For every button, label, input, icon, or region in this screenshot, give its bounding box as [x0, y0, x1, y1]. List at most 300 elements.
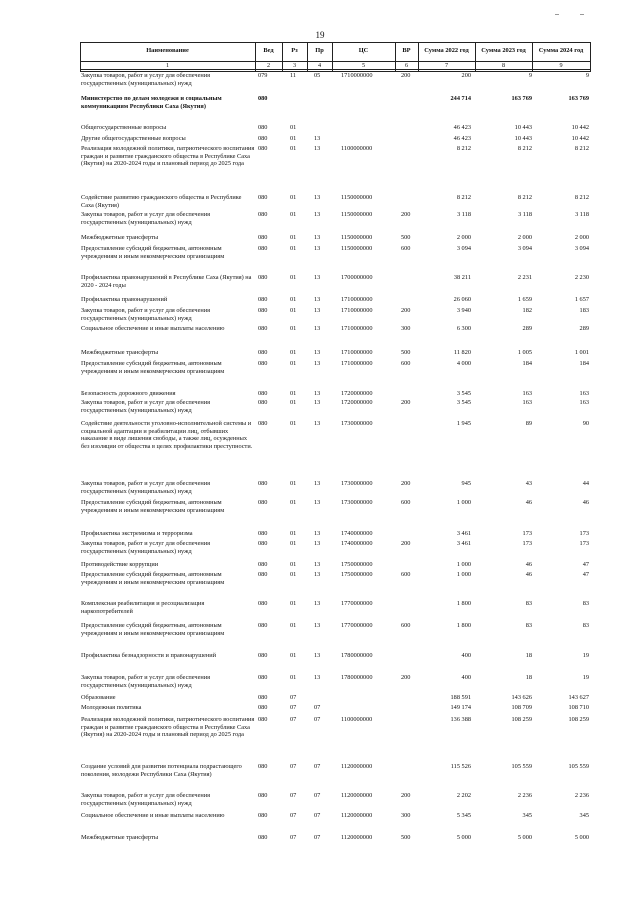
cell-cs: 1710000000: [341, 325, 373, 332]
cell-s22: 1 000: [456, 499, 471, 506]
cell-cs: 1150000000: [341, 211, 373, 218]
cell-pr: 13: [314, 360, 321, 367]
cell-s23: 3 118: [518, 211, 532, 218]
cell-rz: 01: [290, 530, 297, 537]
cell-vr: 200: [401, 540, 411, 547]
cell-rz: 07: [290, 694, 297, 701]
cell-rz: 01: [290, 234, 297, 241]
cell-name: Межбюджетные трансферты: [81, 234, 159, 241]
cell-pr: 07: [314, 763, 321, 770]
cell-name: Содействие развитию гражданского общества в Республике Саха (Якутия): [81, 194, 242, 209]
cell-s23: 163: [522, 399, 532, 406]
column-number: 3: [292, 62, 297, 69]
cell-s22: 8 212: [456, 145, 471, 152]
cell-s24: 47: [582, 561, 589, 568]
cell-ved: 080: [258, 95, 268, 102]
cell-s23: 83: [525, 600, 532, 607]
cell-s22: 38 211: [453, 274, 471, 281]
cell-ved: 080: [258, 530, 268, 537]
cell-s24: 173: [579, 530, 589, 537]
cell-ved: 080: [258, 704, 268, 711]
cell-s23: 182: [522, 307, 532, 314]
cell-pr: 13: [314, 499, 321, 506]
cell-cs: 1750000000: [341, 571, 373, 578]
cell-vr: 200: [401, 399, 411, 406]
cell-vr: 500: [401, 234, 411, 241]
cell-s23: 46: [525, 571, 532, 578]
cell-cs: 1730000000: [341, 499, 373, 506]
cell-s22: 8 212: [456, 194, 471, 201]
cell-pr: 13: [314, 274, 321, 281]
cell-s23: 3 094: [517, 245, 532, 252]
cell-s24: 44: [582, 480, 589, 487]
cell-s23: 18: [525, 674, 532, 681]
cell-cs: 1740000000: [341, 530, 373, 537]
cell-name: Противодействие коррупции: [81, 561, 159, 568]
cell-rz: 01: [290, 274, 297, 281]
cell-s23: 46: [525, 499, 532, 506]
cell-s23: 105 559: [511, 763, 532, 770]
cell-s24: 8 212: [574, 194, 589, 201]
cell-cs: 1780000000: [341, 674, 373, 681]
cell-s22: 200: [461, 72, 471, 79]
cell-name: Безопасность дорожного движения: [81, 390, 176, 397]
cell-s24: 3 118: [575, 211, 589, 218]
column-number: 2: [266, 62, 271, 69]
cell-s24: 183: [579, 307, 589, 314]
cell-pr: 13: [314, 600, 321, 607]
cell-s22: 3 940: [456, 307, 471, 314]
cell-s24: 163 769: [568, 95, 589, 102]
cell-s22: 3 461: [456, 540, 471, 547]
cell-ved: 080: [258, 360, 268, 367]
header-name: Наименование: [146, 47, 189, 54]
cell-rz: 07: [290, 716, 297, 723]
cell-rz: 01: [290, 360, 297, 367]
column-number: 8: [501, 62, 506, 69]
cell-s22: 149 174: [450, 704, 471, 711]
cell-rz: 11: [290, 72, 297, 79]
cell-ved: 080: [258, 325, 268, 332]
cell-rz: 01: [290, 499, 297, 506]
header-sum-2023: Сумма 2023 год: [481, 47, 526, 54]
column-number: 5: [361, 62, 366, 69]
cell-pr: 13: [314, 296, 321, 303]
cell-ved: 080: [258, 349, 268, 356]
cell-vr: 200: [401, 480, 411, 487]
cell-s24: 10 442: [571, 135, 589, 142]
cell-rz: 01: [290, 571, 297, 578]
cell-rz: 01: [290, 325, 297, 332]
header-ved: Вед: [263, 47, 274, 54]
cell-rz: 07: [290, 704, 297, 711]
cell-ved: 080: [258, 145, 268, 152]
cell-s24: 83: [582, 622, 589, 629]
cell-name: Предоставление субсидий бюджетным, автономным учреждениям и иным некоммерческим организациям: [81, 571, 225, 586]
cell-vr: 500: [401, 349, 411, 356]
cell-cs: 1720000000: [341, 399, 373, 406]
cell-name: Профилактика правонарушений: [81, 296, 168, 303]
cell-s22: 400: [461, 674, 471, 681]
cell-pr: 13: [314, 325, 321, 332]
cell-pr: 07: [314, 792, 321, 799]
cell-name: Профилактика безнадзорности и правонарушений: [81, 652, 216, 659]
cell-name: Социальное обеспечение и иные выплаты населению: [81, 812, 225, 819]
cell-vr: 200: [401, 72, 411, 79]
column-number: 6: [404, 62, 409, 69]
cell-rz: 01: [290, 245, 297, 252]
cell-name: Реализация молодежной политики, патриотического воспитания граждан и развитие гражданского общества в Республике Саха (Якутия) на 2020-2024 годы и плановый период до 2025 года: [81, 145, 255, 168]
table-top-border: [80, 42, 590, 43]
cell-rz: 01: [290, 540, 297, 547]
cell-name: Профилактика правонарушений в Республике Саха (Якутия) на 2020 - 2024 годы: [81, 274, 252, 289]
cell-s23: 345: [522, 812, 532, 819]
cell-name: Молодежная политика: [81, 704, 142, 711]
cell-rz: 01: [290, 145, 297, 152]
cell-s24: 2 230: [574, 274, 589, 281]
cell-s22: 2 202: [456, 792, 471, 799]
cell-s22: 136 388: [450, 716, 471, 723]
cell-cs: 1780000000: [341, 652, 373, 659]
cell-pr: 13: [314, 234, 321, 241]
cell-s23: 18: [525, 652, 532, 659]
cell-cs: 1150000000: [341, 245, 373, 252]
cell-name: Закупка товаров, работ и услуг для обеспечения государственных (муниципальных) нужд: [81, 540, 211, 555]
cell-s24: 5 000: [574, 834, 589, 841]
cell-vr: 200: [401, 307, 411, 314]
cell-s24: 47: [582, 571, 589, 578]
cell-s24: 46: [582, 499, 589, 506]
cell-ved: 080: [258, 834, 268, 841]
cell-pr: 13: [314, 540, 321, 547]
cell-s23: 46: [525, 561, 532, 568]
cell-rz: 01: [290, 480, 297, 487]
cell-s23: 2 231: [517, 274, 532, 281]
cell-pr: 13: [314, 145, 321, 152]
cell-pr: 13: [314, 652, 321, 659]
cell-vr: 600: [401, 622, 411, 629]
cell-s23: 43: [525, 480, 532, 487]
cell-pr: 13: [314, 211, 321, 218]
header-rz: Рз: [291, 47, 298, 54]
cell-s24: 19: [582, 674, 589, 681]
cell-name: Межбюджетные трансферты: [81, 349, 159, 356]
cell-s22: 4 000: [456, 360, 471, 367]
cell-vr: 200: [401, 211, 411, 218]
cell-cs: 1100000000: [341, 716, 373, 723]
cell-s24: 9: [585, 72, 589, 79]
cell-ved: 080: [258, 211, 268, 218]
cell-s24: 105 559: [568, 763, 589, 770]
cell-ved: 080: [258, 571, 268, 578]
cell-s22: 1 945: [456, 420, 471, 427]
cell-s22: 3 461: [456, 530, 471, 537]
header-cs: ЦС: [358, 47, 369, 54]
cell-name: Социальное обеспечение и иные выплаты населению: [81, 325, 225, 332]
cell-ved: 080: [258, 652, 268, 659]
cell-s24: 1 657: [574, 296, 589, 303]
cell-s23: 173: [522, 530, 532, 537]
cell-pr: 13: [314, 135, 321, 142]
header-sum-2022: Сумма 2022 год: [424, 47, 469, 54]
column-border: [590, 42, 591, 72]
cell-ved: 080: [258, 763, 268, 770]
cell-rz: 01: [290, 399, 297, 406]
cell-ved: 080: [258, 399, 268, 406]
cell-cs: 1720000000: [341, 390, 373, 397]
cell-name: Другие общегосударственные вопросы: [81, 135, 186, 142]
cell-s24: 173: [579, 540, 589, 547]
cell-s24: 184: [579, 360, 589, 367]
cell-rz: 01: [290, 390, 297, 397]
cell-name: Закупка товаров, работ и услуг для обеспечения государственных (муниципальных) нужд: [81, 307, 211, 322]
cell-cs: 1710000000: [341, 296, 373, 303]
cell-ved: 080: [258, 296, 268, 303]
cell-ved: 080: [258, 194, 268, 201]
cell-cs: 1750000000: [341, 561, 373, 568]
cell-rz: 01: [290, 211, 297, 218]
cell-cs: 1730000000: [341, 480, 373, 487]
cell-vr: 600: [401, 360, 411, 367]
cell-s23: 163 769: [511, 95, 532, 102]
cell-ved: 080: [258, 499, 268, 506]
cell-cs: 1700000000: [341, 274, 373, 281]
cell-vr: 200: [401, 674, 411, 681]
cell-rz: 01: [290, 307, 297, 314]
cell-rz: 01: [290, 674, 297, 681]
cell-rz: 01: [290, 194, 297, 201]
cell-cs: 1150000000: [341, 194, 373, 201]
cell-ved: 080: [258, 792, 268, 799]
cell-vr: 600: [401, 245, 411, 252]
cell-pr: 13: [314, 194, 321, 201]
cell-rz: 01: [290, 296, 297, 303]
cell-s22: 3 545: [456, 390, 471, 397]
cell-s23: 184: [522, 360, 532, 367]
cell-pr: 13: [314, 420, 321, 427]
cell-ved: 080: [258, 812, 268, 819]
cell-s22: 1 800: [456, 600, 471, 607]
cell-ved: 080: [258, 674, 268, 681]
cell-s22: 3 094: [456, 245, 471, 252]
cell-pr: 05: [314, 72, 321, 79]
cell-s24: 289: [579, 325, 589, 332]
cell-s24: 108 710: [568, 704, 589, 711]
cell-cs: 1120000000: [341, 834, 373, 841]
cell-s23: 8 212: [517, 145, 532, 152]
cell-s23: 173: [522, 540, 532, 547]
cell-ved: 080: [258, 420, 268, 427]
cell-ved: 080: [258, 622, 268, 629]
column-number: 4: [317, 62, 322, 69]
cell-s22: 400: [461, 652, 471, 659]
cell-s24: 163: [579, 390, 589, 397]
cell-ved: 080: [258, 480, 268, 487]
cell-s24: 83: [582, 600, 589, 607]
cell-s23: 289: [522, 325, 532, 332]
cell-s23: 89: [525, 420, 532, 427]
cell-name: Межбюджетные трансферты: [81, 834, 159, 841]
cell-name: Комплексная реабилитация и ресоциализация наркопотребителей: [81, 600, 205, 615]
cell-rz: 01: [290, 652, 297, 659]
cell-vr: 500: [401, 834, 411, 841]
header-pr: Пр: [315, 47, 324, 54]
cell-s24: 345: [579, 812, 589, 819]
cell-s24: 90: [582, 420, 589, 427]
cell-s22: 1 800: [456, 622, 471, 629]
cell-pr: 13: [314, 480, 321, 487]
cell-ved: 080: [258, 124, 268, 131]
cell-name: Профилактика экстремизма и терроризма: [81, 530, 193, 537]
cell-pr: 13: [314, 622, 321, 629]
cell-s22: 5 345: [456, 812, 471, 819]
cell-vr: 200: [401, 792, 411, 799]
header-vr: ВР: [402, 47, 411, 54]
cell-cs: 1120000000: [341, 763, 373, 770]
cell-ved: 079: [258, 72, 268, 79]
cell-rz: 01: [290, 622, 297, 629]
column-number: 9: [559, 62, 563, 69]
cell-s22: 46 423: [453, 124, 471, 131]
cell-ved: 080: [258, 540, 268, 547]
cell-pr: 13: [314, 530, 321, 537]
cell-ved: 080: [258, 561, 268, 568]
cell-ved: 080: [258, 274, 268, 281]
cell-s24: 19: [582, 652, 589, 659]
cell-s22: 945: [461, 480, 471, 487]
cell-s22: 46 423: [453, 135, 471, 142]
cell-name: Предоставление субсидий бюджетным, автономным учреждениям и иным некоммерческим организациям: [81, 360, 225, 375]
cell-pr: 13: [314, 307, 321, 314]
cell-pr: 13: [314, 245, 321, 252]
cell-s24: 8 212: [574, 145, 589, 152]
cell-cs: 1710000000: [341, 349, 373, 356]
cell-s22: 5 000: [456, 834, 471, 841]
cell-s23: 1 659: [517, 296, 532, 303]
cell-cs: 1740000000: [341, 540, 373, 547]
cell-cs: 1770000000: [341, 622, 373, 629]
cell-name: Закупка товаров, работ и услуг для обеспечения государственных (муниципальных) нужд: [81, 399, 211, 414]
cell-cs: 1150000000: [341, 234, 373, 241]
cell-s24: 143 627: [568, 694, 589, 701]
cell-rz: 07: [290, 812, 297, 819]
cell-vr: 300: [401, 812, 411, 819]
cell-ved: 080: [258, 234, 268, 241]
cell-s24: 3 094: [574, 245, 589, 252]
cell-s24: 1 001: [574, 349, 589, 356]
cell-s23: 8 212: [517, 194, 532, 201]
cell-pr: 07: [314, 834, 321, 841]
cell-s24: 2 236: [574, 792, 589, 799]
cell-rz: 01: [290, 124, 297, 131]
cell-pr: 13: [314, 561, 321, 568]
cell-s22: 3 545: [456, 399, 471, 406]
cell-name: Закупка товаров, работ и услуг для обеспечения государственных (муниципальных) нужд: [81, 72, 211, 87]
cell-ved: 080: [258, 135, 268, 142]
cell-s22: 26 060: [453, 296, 471, 303]
cell-cs: 1730000000: [341, 420, 373, 427]
cell-name: Общегосударственные вопросы: [81, 124, 167, 131]
cell-s23: 2 000: [517, 234, 532, 241]
column-number: 7: [444, 62, 449, 69]
cell-name: Предоставление субсидий бюджетным, автономным учреждениям и иным некоммерческим организациям: [81, 499, 225, 514]
cell-name: Предоставление субсидий бюджетным, автономным учреждениям и иным некоммерческим организациям: [81, 245, 225, 260]
cell-s23: 10 443: [514, 124, 532, 131]
cell-rz: 01: [290, 420, 297, 427]
cell-pr: 07: [314, 812, 321, 819]
cell-s22: 244 714: [450, 95, 471, 102]
cell-ved: 080: [258, 716, 268, 723]
column-number-separator: [80, 69, 590, 70]
cell-s22: 1 000: [456, 571, 471, 578]
cell-name: Закупка товаров, работ и услуг для обеспечения государственных (муниципальных) нужд: [81, 792, 211, 807]
cell-s23: 163: [522, 390, 532, 397]
cell-ved: 080: [258, 390, 268, 397]
cell-s23: 1 005: [517, 349, 532, 356]
cell-rz: 01: [290, 349, 297, 356]
cell-s23: 2 236: [517, 792, 532, 799]
cell-name: Закупка товаров, работ и услуг для обеспечения государственных (муниципальных) нужд: [81, 674, 211, 689]
cell-s23: 5 000: [517, 834, 532, 841]
cell-s22: 1 000: [456, 561, 471, 568]
cell-name: Предоставление субсидий бюджетным, автономным учреждениям и иным некоммерческим организациям: [81, 622, 225, 637]
cell-s24: 108 259: [568, 716, 589, 723]
cell-name: Министерство по делам молодежи и социальным коммуникациям Республики Саха (Якутия): [81, 95, 222, 110]
cell-pr: 13: [314, 571, 321, 578]
cell-ved: 080: [258, 600, 268, 607]
cell-s22: 3 118: [457, 211, 471, 218]
cell-s23: 9: [528, 72, 532, 79]
cell-vr: 600: [401, 571, 411, 578]
cell-s24: 163: [579, 399, 589, 406]
cell-rz: 01: [290, 561, 297, 568]
cell-ved: 080: [258, 307, 268, 314]
cell-s23: 10 443: [514, 135, 532, 142]
cell-ved: 080: [258, 245, 268, 252]
cell-name: Закупка товаров, работ и услуг для обеспечения государственных (муниципальных) нужд: [81, 480, 211, 495]
cell-ved: 080: [258, 694, 268, 701]
cell-name: Закупка товаров, работ и услуг для обеспечения государственных (муниципальных) нужд: [81, 211, 211, 226]
cell-cs: 1100000000: [341, 145, 373, 152]
cell-s24: 2 000: [574, 234, 589, 241]
cell-cs: 1120000000: [341, 792, 373, 799]
cell-s23: 108 709: [511, 704, 532, 711]
cell-s22: 11 820: [453, 349, 471, 356]
cell-cs: 1710000000: [341, 72, 373, 79]
cell-s22: 6 300: [456, 325, 471, 332]
cell-pr: 13: [314, 390, 321, 397]
cell-name: Содействие деятельности уголовно-исполнительной системы и социальной адаптации и реабилитации лиц, отбывших наказание в виде лишения свободы, а также лиц, осужденных без изоляции от общества в целях профилактики преступности.: [81, 420, 253, 450]
cell-rz: 07: [290, 834, 297, 841]
cell-name: Создание условий для развития потенциала подрастающего поколения, молодежи Республики Саха (Якутия): [81, 763, 242, 778]
cell-cs: 1710000000: [341, 307, 373, 314]
cell-cs: 1710000000: [341, 360, 373, 367]
cell-rz: 07: [290, 763, 297, 770]
cell-s24: 10 442: [571, 124, 589, 131]
header-sum-2024: Сумма 2024 год: [538, 47, 584, 54]
cell-vr: 600: [401, 499, 411, 506]
page-number: 19: [315, 30, 325, 40]
cell-rz: 01: [290, 600, 297, 607]
cell-s22: 2 000: [456, 234, 471, 241]
cell-cs: 1120000000: [341, 812, 373, 819]
cell-name: Реализация молодежной политики, патриотического воспитания граждан и развитие гражданского общества в Республике Саха (Якутия) на 2020-2024 годы и плановый период до 2025 года: [81, 716, 255, 739]
column-number: 1: [165, 62, 170, 69]
cell-pr: 13: [314, 674, 321, 681]
cell-pr: 13: [314, 349, 321, 356]
cell-s23: 143 626: [511, 694, 532, 701]
cell-pr: 07: [314, 716, 321, 723]
